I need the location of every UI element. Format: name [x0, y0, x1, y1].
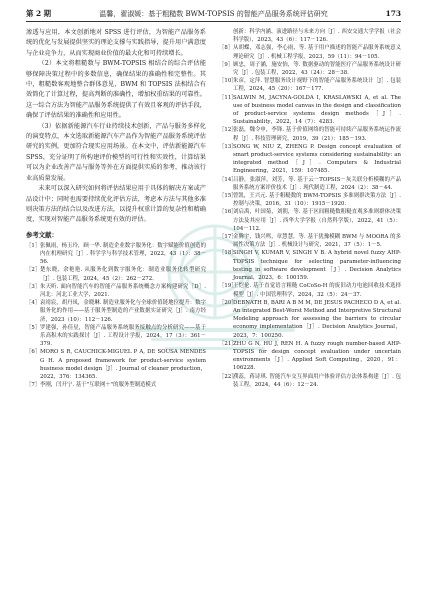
reference-text: 从胡蝶，邓志强，李心雨，等. 基于用户描述的智能产品服务系统意义理论研究［J］. 机械工程学报，2023，59（11）：94－105. [233, 45, 401, 60]
reference-text: 创新：科学内涵、演进路径与未来方向［J］. 西安交通大学学报（社会科学版），2023，43（6）：117－126. [233, 29, 401, 44]
reference-number: ［19］ [219, 283, 237, 290]
reference-number: ［12］ [219, 127, 237, 134]
reference-number: ［9］ [219, 61, 234, 68]
reference-item [219, 373, 401, 389]
reference-item [219, 192, 401, 208]
reference-text: 楚东晓，余艳艳. 从服务化到数字服务化：制造业服务化转型研究［J］. 包装工程，2024，45（2）：262－272. [40, 267, 206, 282]
body-paragraph: 未来可以深入研究如何将评估结果应用于具体的解决方案或产品设计中；同时也需要持续优化评估方法，考虑本方法与其他多准则决策方法的结合以及改进方法，以提升权重计算的复杂性和精确度，实现对智能产品服务系统更有效的评估。 [26, 185, 206, 224]
body-paragraph: （2）本文将粗糙数与 BWM-TOPSIS 相结合的综合评估能够保障决策过程中的多数信息，确保结果的准确性和完整性。其中，粗糙数客观地整合群体意见，BWM 和 TOPSIS 法相结合有效简化了计算过程，提高判断的准确性，增加权重结果的可靠性。这一综合方法为智能产品服务系统提供了有效且客观的评估手段，确保了评估结果的准确性和应用性。 [26, 60, 206, 120]
body-paragraph: （3）依据新能源汽车行业持续技术创新，产品与服务多样化的演变特点，本文选取新能源汽车产品作为智能产品服务系统评估研究的实例，更加符合现实应用场景。在本文中，评估新能源汽车 SPSS，充分证明了所构建评价模型的可行性和实效性，计算结果可以为企业改善产品与服务等外在方面提供实质的参考，推动该行业高质量发展。 [26, 122, 206, 182]
reference-item [219, 143, 401, 176]
reference-item [219, 77, 401, 93]
reference-text: 朱彦，定萍. 智慧服务设计视野下的智能产品服务系统设计［J］. 包装工程，2024，45（20）：167－177. [233, 78, 401, 93]
reference-text: 金腾宇，钱兴鸣，章慧慧，等. 基于犹豫模糊 BWM 与 MOORA 的多属性决策方法［J］. 机械设计与研究，2021，37（5）：1－5. [233, 234, 401, 249]
reference-number: ［4］ [26, 300, 41, 307]
reference-text: 顾忠，周子涵，施安怡，等. 数据驱动的智能医疗产品服务系统设计研究［J］. 包装工程，2022，43（24）：28－38. [233, 61, 401, 77]
reference-item [219, 340, 401, 373]
reference-text: 李刚，闫开宁. 基于"互联网＋"的服务型制造模式 [40, 382, 157, 389]
running-header [26, 7, 401, 22]
reference-number: ［11］ [219, 94, 237, 101]
reference-number: ［7］ [26, 382, 41, 389]
reference-number: ［21］ [219, 340, 237, 347]
reference-text: 朱天昕. 面向智能汽车的智能产品服务系统概念方案构建研究［D］. 河北：河北工业大学，2021. [40, 283, 206, 298]
right-column [219, 28, 401, 593]
reference-number: ［20］ [219, 299, 237, 306]
reference-number: ［17］ [219, 234, 237, 241]
references-heading: 参考文献： [26, 230, 58, 239]
reference-number: ［5］ [26, 324, 41, 331]
left-column [26, 28, 206, 593]
reference-text: MORO S R, CAUCHICK-MIGUEL P A, DE SOUSA MENDES G H. A proposed framework for product-service system business model design［J］. Journal of cleaner production，2022，376：134365. [40, 349, 206, 380]
reference-item [219, 94, 401, 127]
reference-number: ［1］ [26, 242, 41, 249]
reference-item [219, 61, 401, 77]
reference-text: 张磊，魏令申，李锋. 基于价值网络的智能可持续产品服务系统运作流程［J］. 科技管理研究，2019，39（21）：185－193. [233, 127, 401, 142]
reference-text: 吕静，张淑萍，刘芳，等. 基于云－TOPSIS－灰关联分析模糊的产品服务系统方案评价技术［J］. 现代制造工程，2024（2）：38－44. [233, 176, 401, 191]
reference-text: 濮蕊，蒋诗琪. 智能汽车交互界面用户体验评估方法体系构建［J］. 包装工程，2024，44（6）：12－24. [233, 373, 401, 388]
reference-item [26, 324, 206, 349]
running-title: 温馨，翟淑媛：基于粗糙数 BWM-TOPSIS 的智能产品服务系统评估研究 [99, 10, 328, 18]
reference-item [219, 282, 401, 298]
reference-item [26, 266, 206, 282]
reference-number: ［10］ [219, 78, 237, 85]
reference-text: 刘启禹，叶国菊，刘朝，等. 基于区间粗糙数粗糙直观多准则群体决策方法及其应用［J］. 西华大学学报（自然科学版），2022，41（5）：104－112. [233, 209, 401, 232]
reference-number: ［8］ [219, 45, 234, 52]
reference-item [26, 283, 206, 299]
reference-text: DEBNATH B, BARI A B M M, DE JESUS PACHECO D A, et al. An integrated Best-Worst Method and Interpretive Structural Modeling approach for assessing the barriers to circular economy implementation［J］. Decision Analytics Journal，2023，7：100250. [233, 299, 401, 339]
reference-item [219, 44, 401, 60]
reference-item [219, 249, 401, 282]
reference-item [219, 208, 401, 233]
reference-item [219, 233, 401, 249]
reference-text: 罗建强，孙佳星，智能产品服务系统服务接触点的分析研究——基于乐高积木的实践探讨［J］. 工程设计学报，2024，17（3）：361－379. [40, 324, 206, 348]
reference-number: ［6］ [26, 349, 41, 356]
issue-label: 第 2 期 [26, 9, 52, 18]
reference-number: ［14］ [219, 176, 237, 183]
reference-number: ［18］ [219, 250, 237, 257]
reference-number: ［2］ [26, 267, 41, 274]
reference-item [26, 242, 206, 267]
reference-item-continued [219, 28, 401, 44]
reference-number: ［16］ [219, 209, 237, 216]
reference-text: 袁靖宸，胡丹凤，金晓琳. 制造业服务化与全球价值链地位提升：数字服务化的作用——基于服务型制造的产业数据实证研究［J］. 南方经济，2023（10）：112－126. [40, 300, 206, 323]
reference-text: SALWIN M, JACYNA-GOLDA I, KRASLAWSKI A, et al. The use of business model canvas in the design and classification of product-service systems design methods［J］. Sustainability，2022，14（7）：4283. [233, 94, 401, 126]
reference-text: 王恺伦. 基于直觉语言粗糙 CoCoSo-H 的废旧动力电池回收技术选择模型［J］. 中国管理科学，2024，32（5）：24－37. [233, 283, 401, 298]
reference-number: ［13］ [219, 143, 237, 150]
reference-item [26, 381, 206, 389]
reference-item [219, 299, 401, 340]
reference-number: ［3］ [26, 283, 41, 290]
reference-text: 张佩雨，杨玉玲，顾一华. 制造企业数字服务化：数字赋能价值创造的内在机理研究［J］. 科学学与科学技术管理，2022，43（1）：38－56. [40, 242, 206, 266]
page-number: 173 [385, 9, 401, 18]
reference-number: ［15］ [219, 193, 237, 200]
reference-item [26, 348, 206, 381]
reference-number: ［22］ [219, 373, 237, 380]
body-paragraph: 渗透与应用，本文创新地对 SPSS 进行评估，为智能产品服务系统的优化与发展提供坚实的理论支撑与实践指导，提升用户满意度与企业竞争力，从而实现商业价值的最大化和可持续增长。 [26, 29, 206, 57]
reference-item [219, 176, 401, 192]
reference-text: SINGH V, KUMAR V, SINGH V B. A hybrid novel fuzzy AHP-TOPSIS technique for selecting parameter-influencing testing in software development［J］. Decision Analytics Journal，2023，6：100159. [233, 250, 401, 282]
reference-text: ZHU G N, HU J, REN H. A fuzzy rough number-based AHP-TOPSIS for design concept evaluation under uncertain environments［J］. Applied Soft Computing，2020，91：106228. [233, 340, 401, 372]
reference-text: SONG W, NIU Z, ZHENG P. Design concept evaluation of smart product-service systems considering sustainability: an integrated method［J］. Computers & Industrial Engineering，2021，159：107485. [233, 143, 401, 175]
reference-item [26, 299, 206, 324]
reference-item [219, 126, 401, 142]
reference-text: 曾凯，王兴元. 基于粗糙数的 BWM-TOPSIS 多准则群决策方法［J］. 控制与决策，2016，31（10）：1915－1920. [233, 193, 401, 208]
